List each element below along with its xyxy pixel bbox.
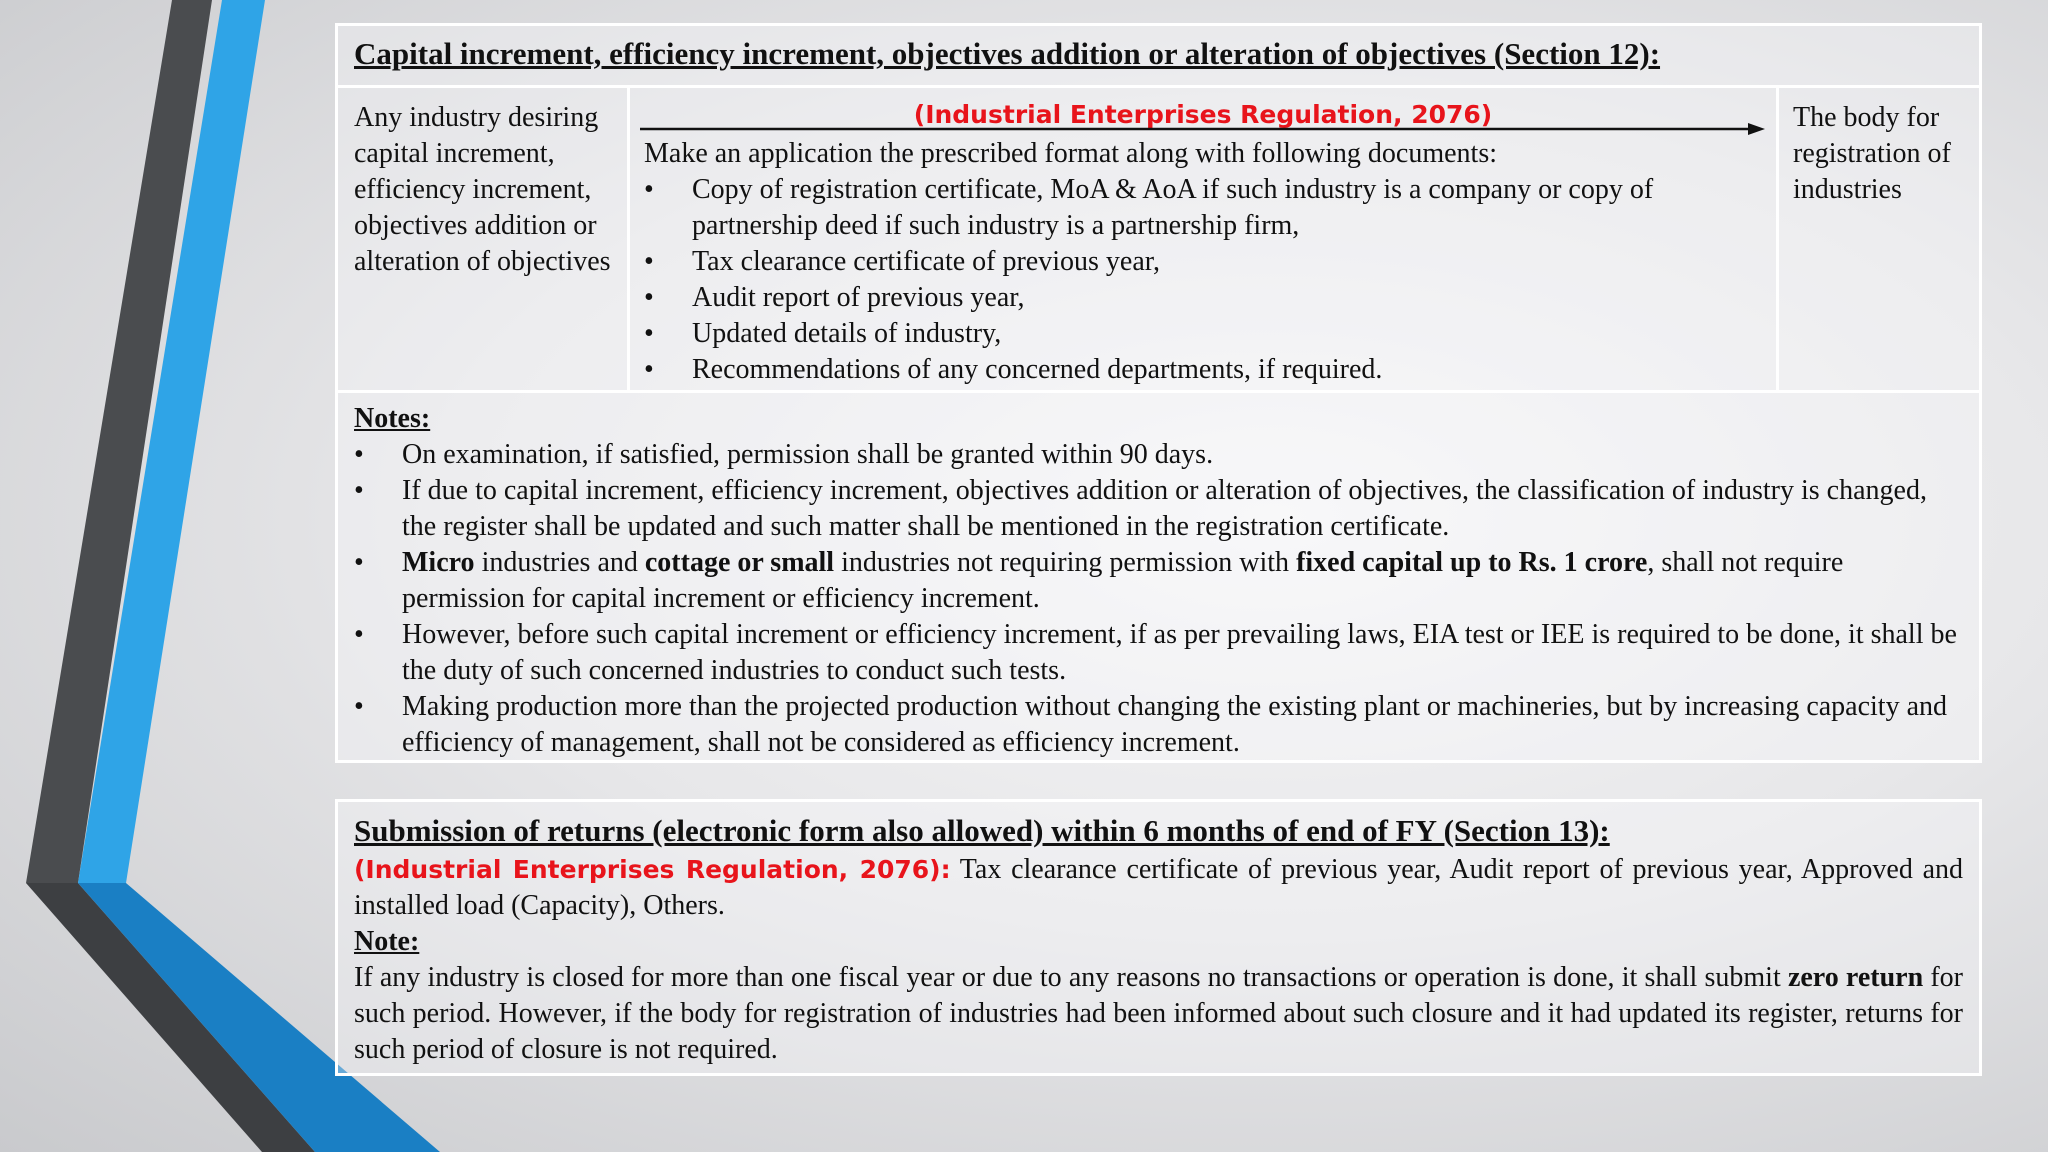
bullet-icon: • <box>644 318 654 349</box>
list-item: • If due to capital increment, efficiency increment, objectives addition or alteration of objectives, the classification of industry is changed, the register shall be updated and such matter shall be mentioned in the registration certificate. <box>354 475 1927 542</box>
list-item: • Making production more than the projected production without changing the existing plant or machineries, but by increasing capacity and efficiency of management, shall not be considered as efficiency increment. <box>354 691 1948 758</box>
notes-list <box>354 437 1963 761</box>
bullet-icon: • <box>354 691 364 722</box>
bullet-icon: • <box>354 439 364 470</box>
regulation-paragraph: (Industrial Enterprises Regulation, 2076): Tax clearance certificate of previous year, Audit report of previous year, Approved and installed load (Capacity), Others. <box>354 854 1963 921</box>
regulation-label: (Industrial Enterprises Regulation, 2076): <box>354 855 951 884</box>
list-item: • However, before such capital increment or efficiency increment, if as per prevailing laws, EIA test or IEE is required to be done, it shall be the duty of such concerned industries to conduct such tests. <box>354 619 1957 686</box>
list-item: • Tax clearance certificate of previous year, <box>644 244 1762 280</box>
section-12-box <box>335 23 1982 763</box>
list-item: • Updated details of industry, <box>644 316 1762 352</box>
note-paragraph: If any industry is closed for more than one fiscal year or due to any reasons no transactions or operation is done, it shall submit zero return for such period. However, if the body for registration of industries had been informed about such closure and it had updated its register, returns for such period of closure is not required. <box>354 962 1963 1065</box>
list-item: • Audit report of previous year, <box>644 280 1762 316</box>
procedure-cell <box>630 88 1779 390</box>
bullet-icon: • <box>354 475 364 506</box>
list-item: • Copy of registration certificate, MoA & AoA if such industry is a company or copy of partnership deed if such industry is a partnership firm, <box>644 174 1654 241</box>
notes-section <box>338 390 1979 760</box>
regulation-label: (Industrial Enterprises Regulation, 2076) <box>913 100 1493 129</box>
note-title: Note: <box>354 926 420 957</box>
application-intro: Make an application the prescribed format along with following documents: <box>644 138 1497 169</box>
notes-title: Notes: <box>354 403 431 434</box>
list-item: • On examination, if satisfied, permission shall be granted within 90 days. <box>354 437 1963 473</box>
section-13-content <box>338 802 1979 1068</box>
bullet-icon: • <box>644 174 654 205</box>
authority-cell: The body for registration of industries <box>1793 102 1951 205</box>
list-item: • Recommendations of any concerned departments, if required. <box>644 352 1762 388</box>
bullet-icon: • <box>354 547 364 578</box>
section-13-box <box>335 799 1982 1076</box>
section-13-title: Submission of returns (electronic form also allowed) within 6 months of end of FY (Section 13): <box>354 813 1610 848</box>
list-item: • Micro industries and cottage or small industries not requiring permission with fixed capital up to Rs. 1 crore, shall not require permission for capital increment or efficiency increment. <box>354 547 1844 614</box>
applicant-cell: Any industry desiring capital increment, efficiency increment, objectives addition or alteration of objectives <box>338 88 630 390</box>
documents-list <box>644 172 1762 388</box>
bullet-icon: • <box>644 282 654 313</box>
bullet-icon: • <box>644 246 654 277</box>
section-12-title: Capital increment, efficiency increment, objectives addition or alteration of objectives (Section 12): <box>338 26 1979 88</box>
bullet-icon: • <box>644 354 654 385</box>
bullet-icon: • <box>354 619 364 650</box>
